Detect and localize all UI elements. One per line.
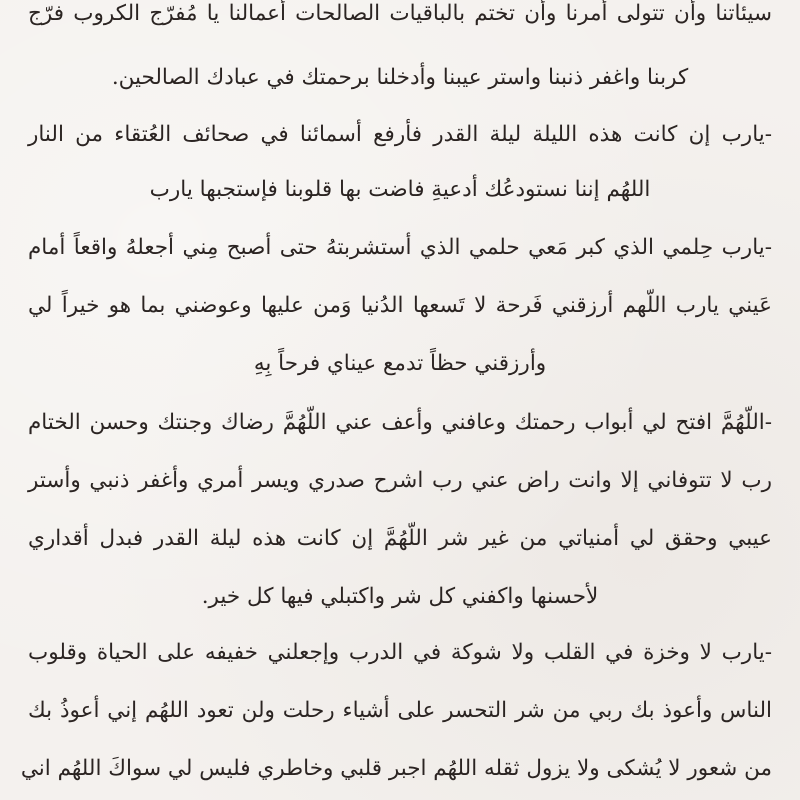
text-line-4: اللهُم إننا نستودعُك أدعيةِ فاضت بها قلوبنا فإستجبها يارب [149,177,651,202]
text-line-2: كربنا واغفر ذنبنا واستر عيبنا وأدخلنا برحمتك في عبادك الصالحين. [111,65,689,90]
text-line-14: من شعور لا يُشكى ولا يزول ثقله اللهُم اجبر قلبي وخاطري فليس لي سواكَ اللهُم اني [20,756,772,781]
text-line-7: وأرزقني حظاً تدمع عيناي فرحاً بِهِ [253,351,547,376]
text-line-6: عَيني يارب اللّهم أرزقني فَرحة لا تَسعها الدُنيا وَمن عليها وعوضني بما هو خيراً لي [28,293,772,318]
text-line-10: عيبي وحقق لي أمنياتي من غير شر اللّهُمَّ إن كانت هذه ليلة القدر فبدل أقداري [28,526,772,551]
text-line-5: -يارب حِلمي الذي كبر مَعي حلمي الذي أستشربتهُ حتى أصبح مِني أجعلهُ واقعاً أمام [28,235,772,260]
text-line-13: الناس وأعوذ بك ربي من شر التحسر على أشياء رحلت ولن تعود اللهُم إني أعوذُ بك [28,698,772,723]
text-line-8: -اللّهُمَّ افتح لي أبواب رحمتك وعافني وأعف عني اللّهُمَّ رضاك وجنتك وحسن الختام [28,410,772,435]
text-line-9: رب لا تتوفاني إلا وانت راض عني رب اشرح صدري ويسر أمري وأغفر ذنبي وأستر [28,468,772,493]
text-line-3: -يارب إن كانت هذه الليلة ليلة القدر فأرفع أسمائنا في صحائف العُتقاء من النار [28,122,772,147]
text-line-11: لأحسنها واكفني كل شر واكتبلي فيها كل خير. [201,584,599,609]
text-line-1: سيئاتنا وأن تتولى أمرنا وأن تختم بالباقيات الصالحات أعمالنا يا مُفرّج الكروب فرّج [28,1,772,26]
text-line-12: -يارب لا وخزة في القلب ولا شوكة في الدرب وإجعلني خفيفه على الحياة وقلوب [28,640,772,665]
